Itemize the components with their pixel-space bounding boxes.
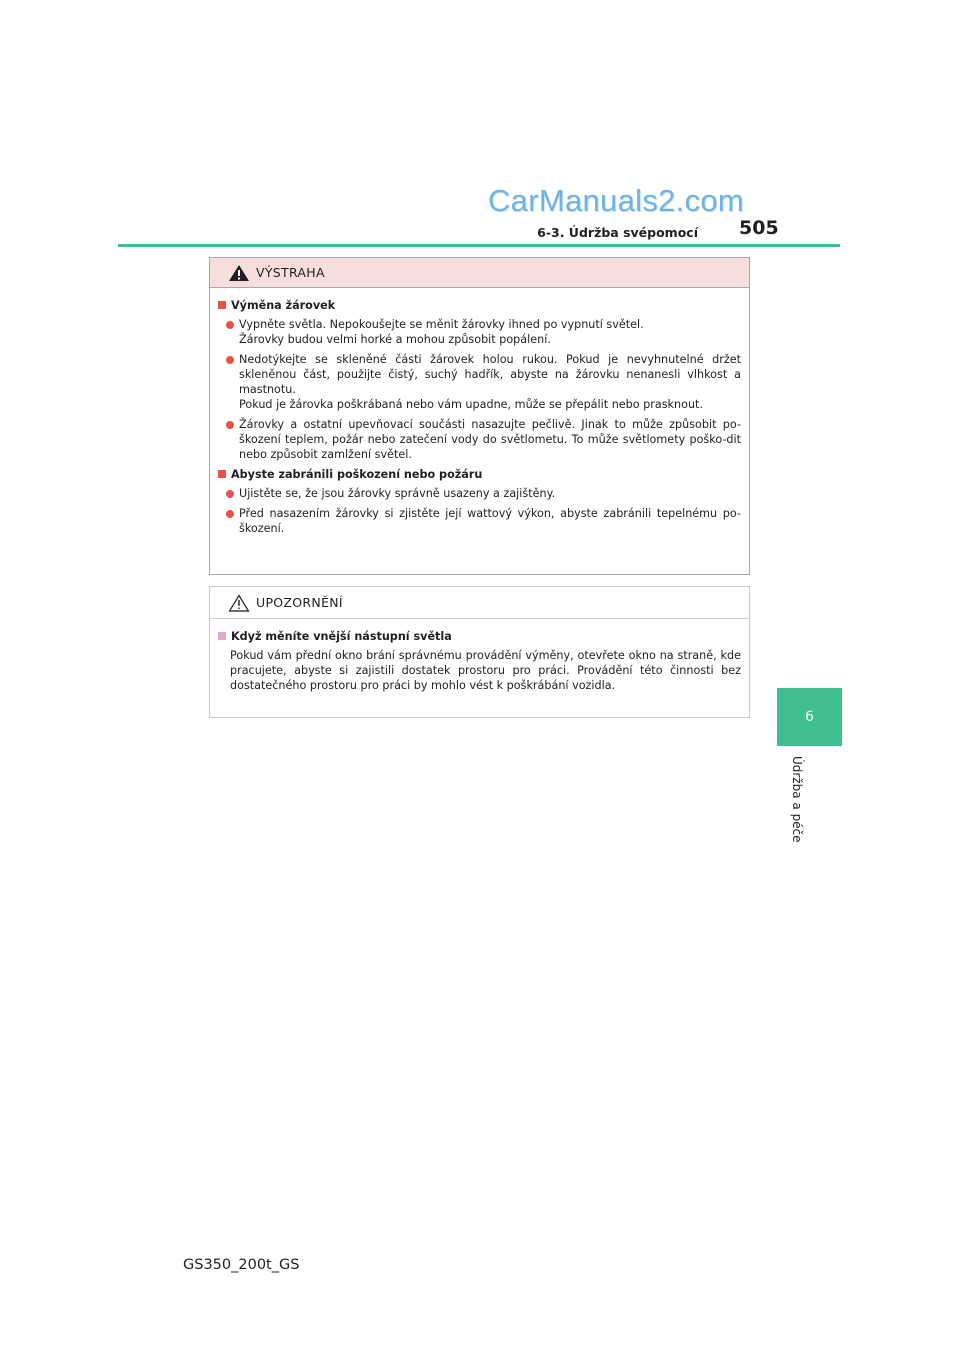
notice-title: UPOZORNĚNÍ xyxy=(256,595,343,610)
warning-body xyxy=(210,288,749,536)
page-number: 505 xyxy=(739,217,779,239)
notice-body xyxy=(210,619,749,693)
notice-box xyxy=(209,586,750,718)
square-bullet-icon xyxy=(218,470,226,478)
warning-triangle-icon xyxy=(228,264,250,282)
list-item: Vypněte světla. Nepokoušejte se měnit žárovky ihned po vypnutí světel. Žárovky budou velmi horké a mohou způsobit popálení. xyxy=(218,317,741,347)
square-bullet-icon xyxy=(218,632,226,640)
square-bullet-icon xyxy=(218,301,226,309)
model-code: GS350_200t_GS xyxy=(183,1257,300,1273)
notice-text: Pokud vám přední okno brání správnému provádění výměny, otevřete okno na straně, kde pracujete, abyste si zajistili dostatek prostoru pro práci. Provádění této činnosti bez dostatečného prostoru pro práci by mohlo vést k poškrábání vozidla. xyxy=(230,649,741,692)
warning-box xyxy=(209,257,750,575)
list-item: Před nasazením žárovky si zjistěte její wattový výkon, abyste zabránili tepelnému po-škození. xyxy=(218,506,741,536)
warning-section-heading: Abyste zabránili poškození nebo požáru xyxy=(218,467,741,482)
caution-triangle-icon xyxy=(228,594,250,612)
list-item: Žárovky a ostatní upevňovací součásti nasazujte pečlivě. Jinak to může způsobit po-škození teplem, požár nebo zatečení vody do světlometu. To může světlomety poško-dit nebo způsobit zamlžení světel. xyxy=(218,417,741,462)
list-item: Ujistěte se, že jsou žárovky správně usazeny a zajištěny. xyxy=(218,486,741,501)
chapter-title: Údržba a péče xyxy=(790,756,804,843)
circle-bullet-icon xyxy=(226,321,234,329)
circle-bullet-icon xyxy=(226,421,234,429)
circle-bullet-icon xyxy=(226,356,234,364)
header-rule xyxy=(118,244,840,247)
circle-bullet-icon xyxy=(226,490,234,498)
warning-header xyxy=(210,258,749,288)
notice-heading: Když měníte vnější nástupní světla xyxy=(218,629,741,644)
chapter-tab: 6 xyxy=(777,688,842,746)
list-item: Nedotýkejte se skleněné části žárovek holou rukou. Pokud je nevyhnutelné držet skleněnou část, použijte čistý, suchý hadřík, abyste na žárovku nenanesli vlhkost a mastnotu. Pokud je žárovka poškrábaná nebo vám upadne, může se přepálit nebo prasknout. xyxy=(218,352,741,412)
circle-bullet-icon xyxy=(226,510,234,518)
warning-title: VÝSTRAHA xyxy=(256,265,325,280)
warning-section-heading: Výměna žárovek xyxy=(218,298,741,313)
section-title: 6-3. Údržba svépomocí xyxy=(537,225,698,240)
watermark: CarManuals2.com xyxy=(488,183,745,218)
notice-header xyxy=(210,587,749,619)
